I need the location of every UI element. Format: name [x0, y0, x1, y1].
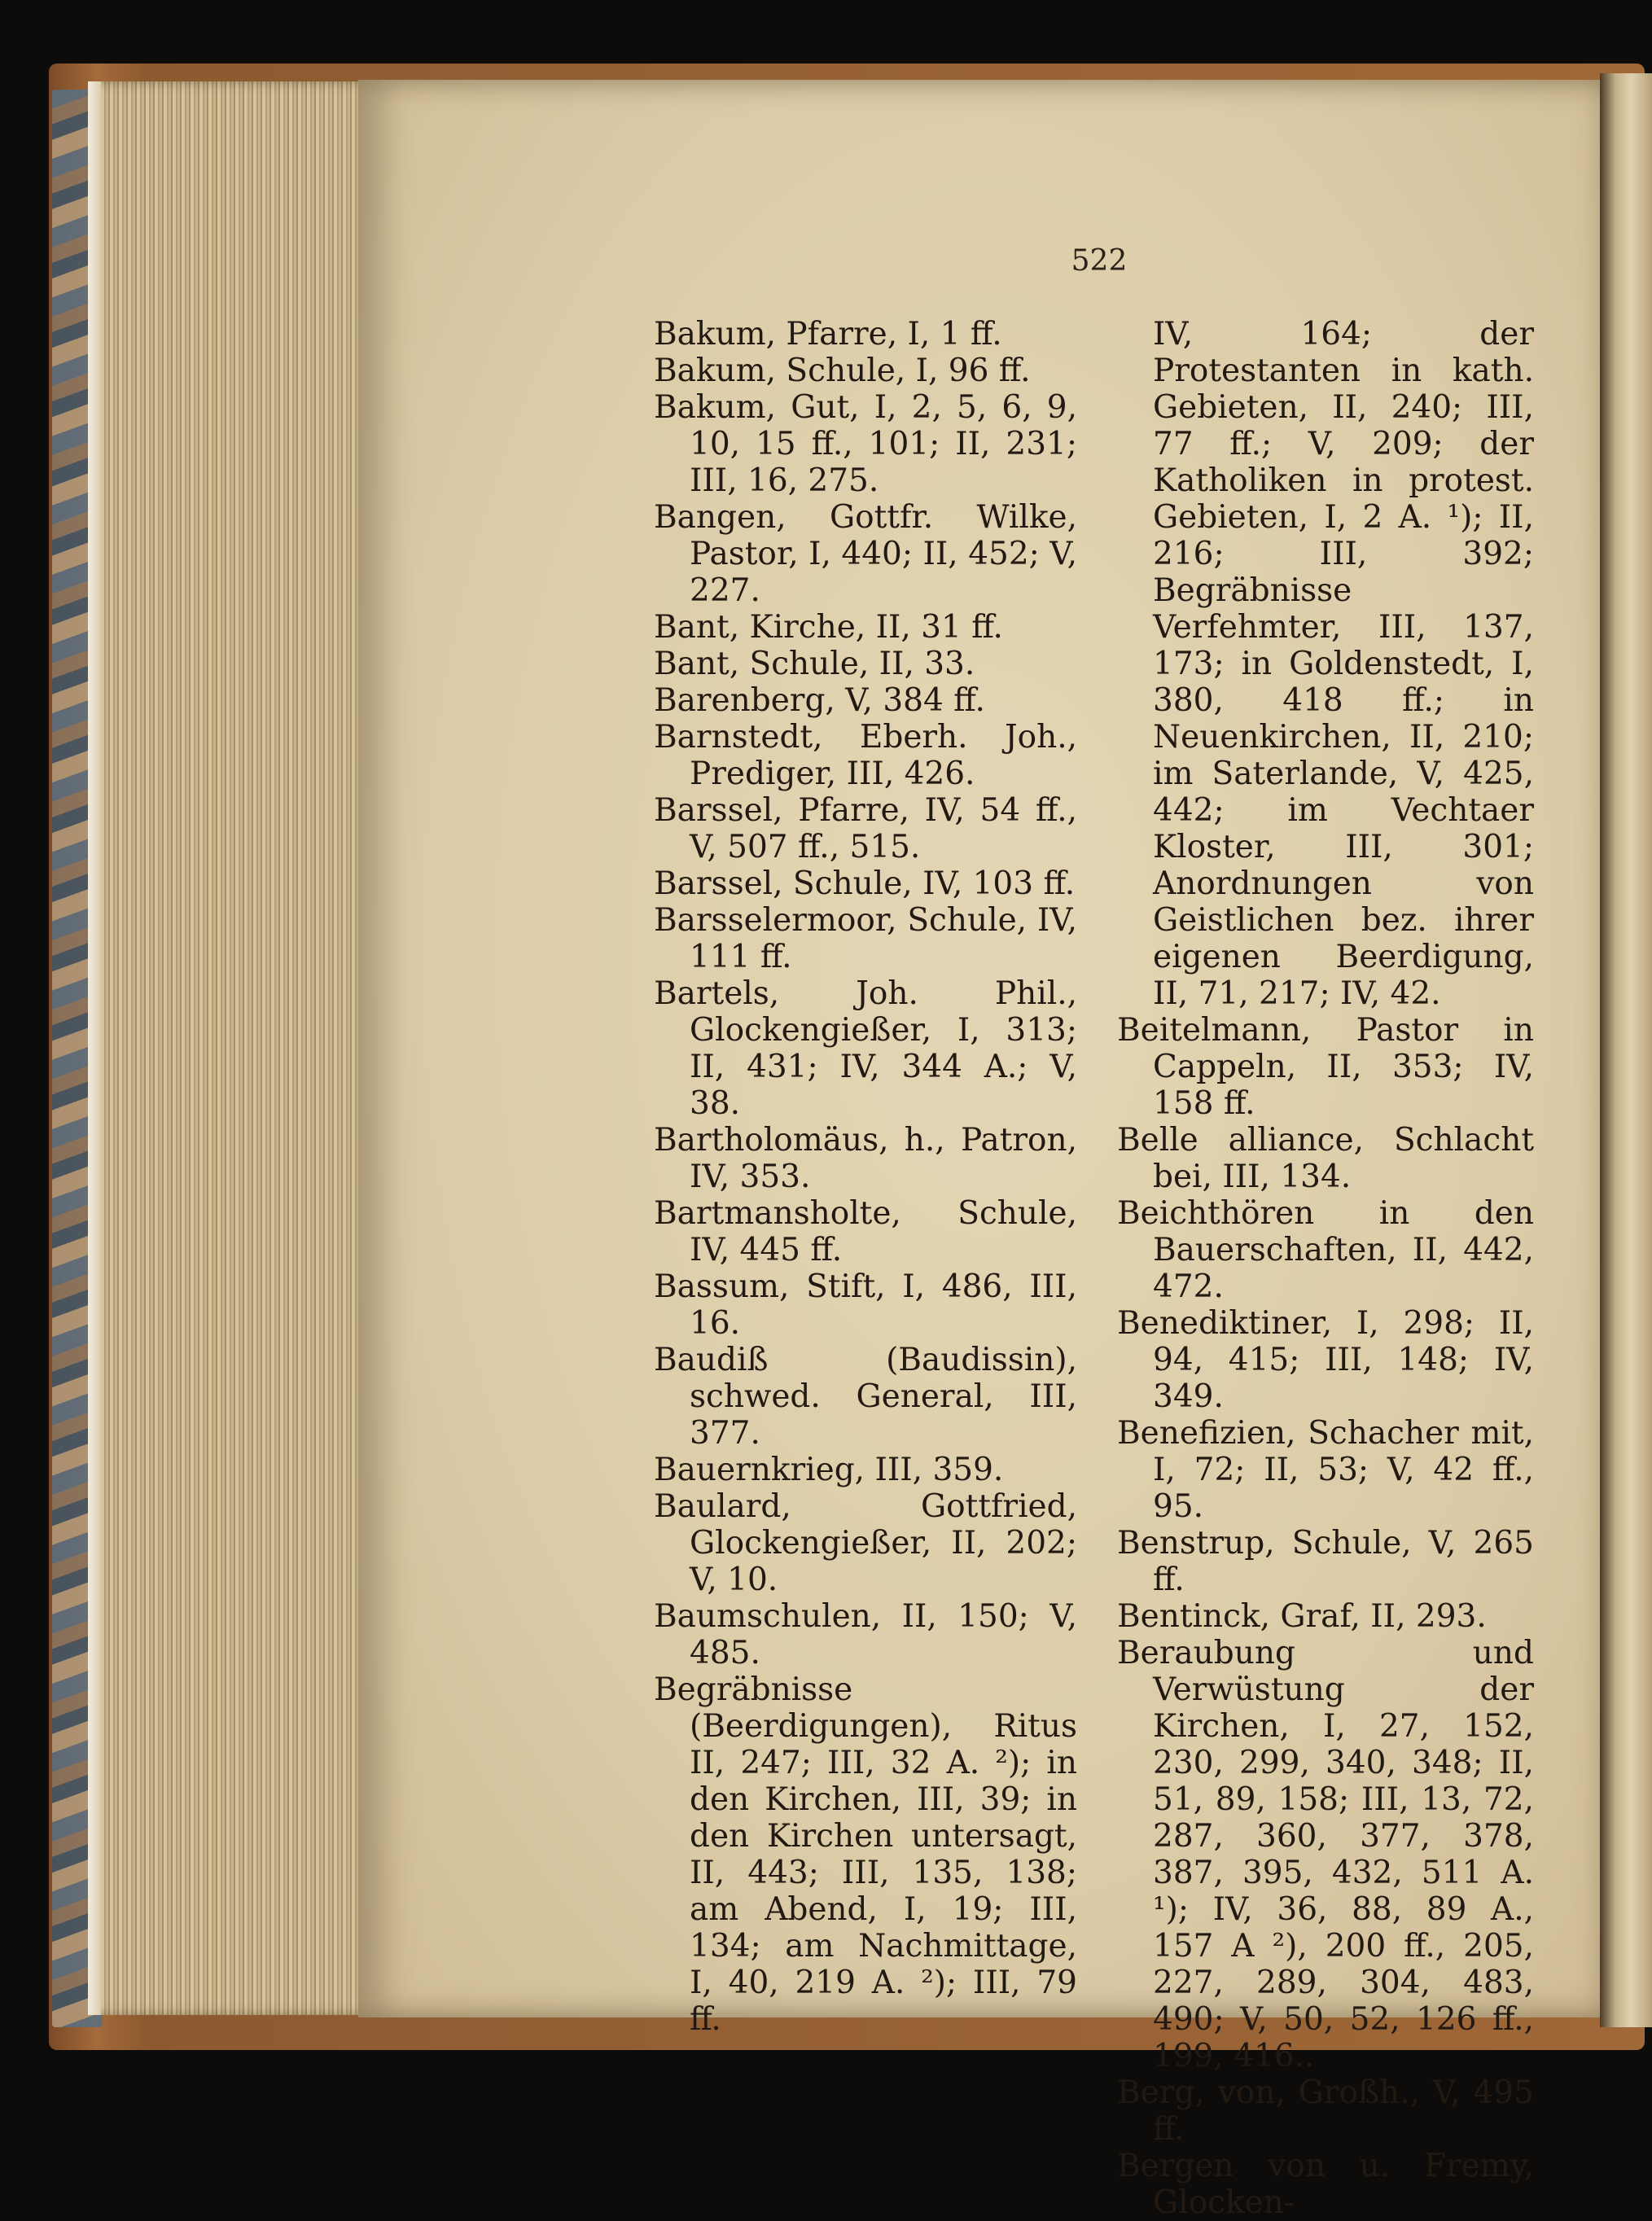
index-entry: Bartholomäus, h., Patron, IV, 353.: [654, 1122, 1077, 1195]
book-gutter: [1600, 73, 1652, 2027]
index-entry: Bauernkrieg, III, 359.: [654, 1452, 1004, 1488]
index-entry: Barnstedt, Eberh. Joh., Prediger, III, 426.: [654, 719, 1077, 792]
index-entry: Barssel, Pfarre, IV, 54 ff., V, 507 ff., 515.: [654, 792, 1077, 865]
index-entry: Benstrup, Schule, V, 265 ff.: [1117, 1525, 1534, 1598]
page-number: 522: [1071, 244, 1128, 278]
index-entry: Bakum, Schule, I, 96 ff.: [654, 353, 1031, 389]
index-entry: Bant, Schule, II, 33.: [654, 646, 975, 682]
index-entry: Benefizien, Schacher mit, I, 72; II, 53; V, 42 ff., 95.: [1117, 1415, 1534, 1525]
index-entry: Bakum, Gut, I, 2, 5, 6, 9, 10, 15 ff., 101; II, 231; III, 16, 275.: [654, 389, 1077, 499]
index-entry: Baulard, Gottfried, Glockengießer, II, 202; V, 10.: [654, 1488, 1077, 1598]
index-entry: Bartmansholte, Schule, IV, 445 ff.: [654, 1195, 1077, 1268]
index-entry: Bakum, Pfarre, I, 1 ff.: [654, 316, 1002, 353]
page-stack-highlight: [88, 81, 101, 2015]
index-entry: Baumschulen, II, 150; V, 485.: [654, 1598, 1077, 1671]
index-entry: Beichthören in den Bauerschaften, II, 442, 472.: [1117, 1195, 1534, 1305]
index-entry: Bassum, Stift, I, 486, III, 16.: [654, 1268, 1077, 1342]
index-entry: Berg, von, Großh., V, 495 ff.: [1117, 2074, 1534, 2148]
index-entry: Belle alliance, Schlacht bei, III, 134.: [1117, 1122, 1534, 1195]
index-entry: Barsselermoor, Schule, IV, 111 ff.: [654, 902, 1077, 975]
index-entry: Bartels, Joh. Phil., Glockengießer, I, 313; II, 431; IV, 344 A.; V, 38.: [654, 975, 1077, 1122]
index-entry: Begräbnisse (Beerdigungen), Ritus II, 247; III, 32 A. ²); in den Kirchen, III, 39; in den Kirchen untersagt, II, 443; III, 135, 138; am Abend, I, 19; III, 134; am Nachmittage, I, 40, 219 A. ²); III, 79 ff.: [654, 1671, 1077, 2038]
index-entry: Baudiß (Baudissin), schwed. General, III, 377.: [654, 1342, 1077, 1452]
index-entry: Bant, Kirche, II, 31 ff.: [654, 609, 1003, 646]
index-entry: Bentinck, Graf, II, 293.: [1117, 1598, 1487, 1635]
index-entry: Bergen von u. Fremy, Glocken-: [1117, 2148, 1534, 2221]
index-column-right: [1117, 316, 1534, 2221]
index-entry-continued: IV, 164; der Protestanten in kath. Gebieten, II, 240; III, 77 ff.; V, 209; der Katholiken in protest. Gebieten, I, 2 A. ¹); II, 216; III, 392; Begräbnisse Verfehmter, III, 137, 173; in Goldenstedt, I, 380, 418 ff.; in Neuenkirchen, II, 210; im Saterlande, V, 425, 442; im Vechtaer Kloster, III, 301; Anordnungen von Geistlichen bez. ihrer eigenen Beerdigung, II, 71, 217; IV, 42.: [1153, 316, 1534, 1012]
index-entry: Benediktiner, I, 298; II, 94, 415; III, 148; IV, 349.: [1117, 1305, 1534, 1415]
page-stack-edge: [88, 81, 373, 2015]
index-entry: Beitelmann, Pastor in Cappeln, II, 353; IV, 158 ff.: [1117, 1012, 1534, 1122]
index-column-left: [654, 316, 1077, 2038]
index-entry: Barssel, Schule, IV, 103 ff.: [654, 865, 1076, 902]
index-entry: Bangen, Gottfr. Wilke, Pastor, I, 440; II, 452; V, 227.: [654, 499, 1077, 609]
index-entry: Beraubung und Verwüstung der Kirchen, I, 27, 152, 230, 299, 340, 348; II, 51, 89, 158; III, 13, 72, 287, 360, 377, 378, 387, 395, 432, 511 A. ¹); IV, 36, 88, 89 A., 157 A ²), 200 ff., 205, 227, 289, 304, 483, 490; V, 50, 52, 126 ff., 199, 416..: [1117, 1635, 1534, 2074]
index-entry: Barenberg, V, 384 ff.: [654, 682, 985, 719]
